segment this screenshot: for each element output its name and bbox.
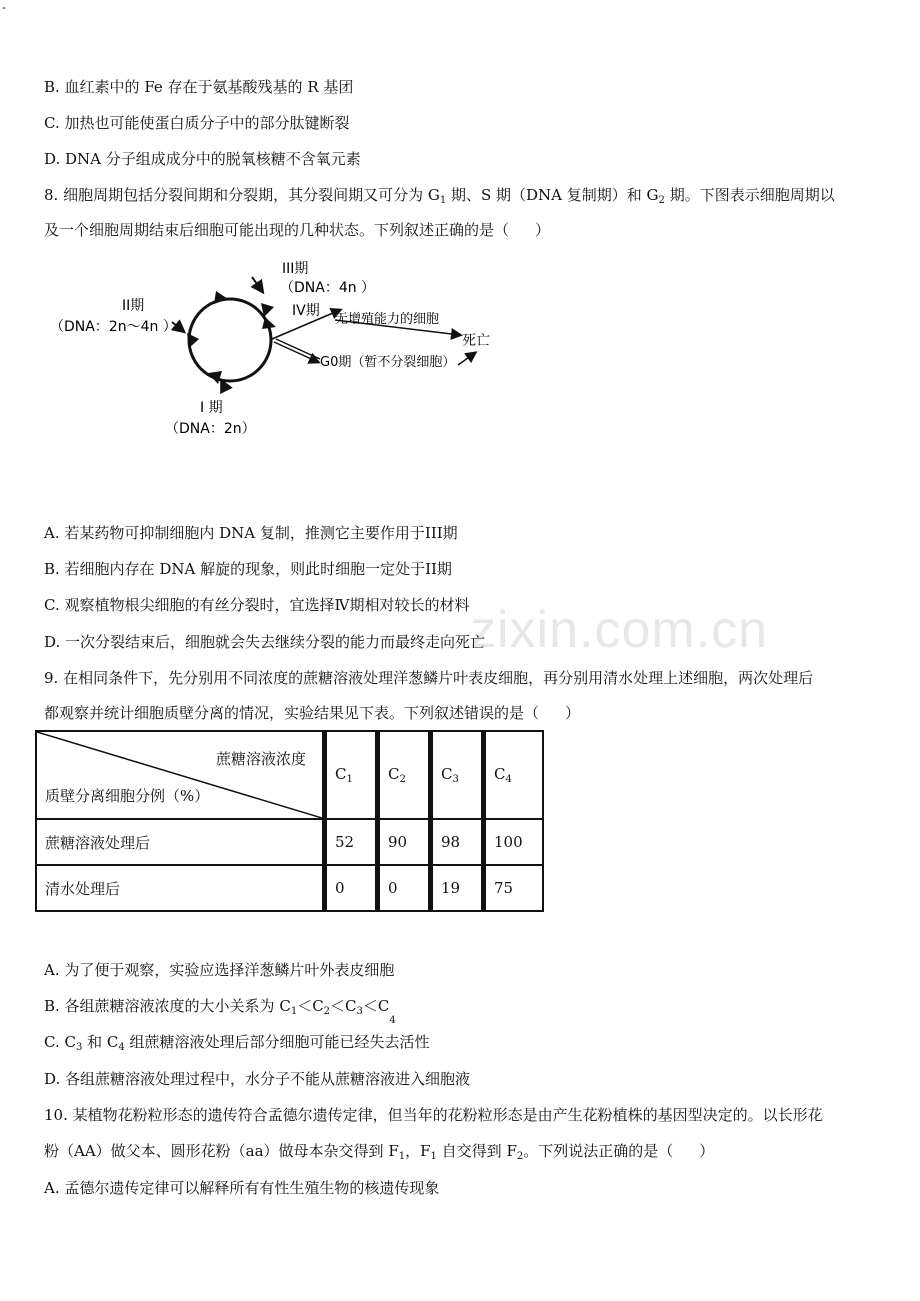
q10-stem-line2: 粉（AA）做父本、圆形花粉（aa）做母本杂交得到 $F_1$，$F_1$ 自交得到 $F_2$。下列说法正确的是（ ） <box>44 1142 715 1162</box>
cycle-arrow-left <box>187 333 199 348</box>
q9-option-b: B. 各组蔗糖溶液浓度的大小关系为 $C_1<C_2<C_3<C_4$ <box>44 997 396 1026</box>
table-cell: 75 <box>484 865 544 911</box>
q8-option-a: A. 若某药物可抑制细胞内 DNA 复制，推测它主要作用于III期 <box>44 524 458 542</box>
subscript: 1 <box>439 195 447 206</box>
q10-option-a: A. 孟德尔遗传定律可以解释所有有性生殖生物的核遗传现象 <box>44 1179 440 1197</box>
q8-stem-text: 期。下图表示细胞周期以 <box>664 186 835 204</box>
table-header-row <box>36 731 543 819</box>
q8-option-b: B. 若细胞内存在 DNA 解旋的现象，则此时细胞一定处于II期 <box>44 560 452 578</box>
q9-stem-text: 都观察并统计细胞质壁分离的情况，实验结果见下表。下列叙述错误的是（ <box>44 704 540 722</box>
table-row <box>36 865 543 911</box>
column-header: $C_3$ <box>431 731 484 819</box>
phase4-label: IV期 <box>292 303 320 319</box>
q8-stem-line2 <box>44 220 550 240</box>
plasmolysis-table <box>35 730 544 912</box>
row-label: 蔗糖溶液处理后 <box>36 819 325 865</box>
cycle-circle <box>189 299 271 381</box>
table-cell: 100 <box>484 819 544 865</box>
q9-option-a: A. 为了便于观察，实验应选择洋葱鳞片叶外表皮细胞 <box>44 961 395 979</box>
table-cell: 19 <box>431 865 484 911</box>
table-cell: 0 <box>378 865 431 911</box>
q7-option-b: B. 血红素中的 Fe 存在于氨基酸残基的 R 基团 <box>44 78 354 96</box>
column-header: $C_4$ <box>484 731 544 819</box>
phase1-dna-label: （DNA：2n） <box>165 421 256 437</box>
header-ratio: 质壁分离细胞分例（%） <box>45 787 210 805</box>
q8-option-d: D. 一次分裂结束后，细胞就会失去继续分裂的能力而最终走向死亡 <box>44 633 486 651</box>
arrow-to-g0 <box>274 342 318 362</box>
q8-option-c: C. 观察植物根尖细胞的有丝分裂时，宜选择Ⅳ期相对较长的材料 <box>44 596 470 614</box>
subscript: 2 <box>658 195 665 206</box>
column-header: $C_1$ <box>325 731 378 819</box>
phase3-dna-label: （DNA：4n ） <box>280 280 376 296</box>
q8-stem-line1 <box>44 185 835 211</box>
q8-stem-text: 8. 细胞周期包括分裂间期和分裂期，其分裂间期又可分为 G <box>44 186 440 204</box>
q9-option-d: D. 各组蔗糖溶液处理过程中，水分子不能从蔗糖溶液进入细胞液 <box>44 1070 471 1088</box>
q10-stem-line1: 10. 某植物花粉粒形态的遗传符合孟德尔遗传定律，但当年的花粉粒形态是由产生花粉植株的基因型决定的。以长形花 <box>44 1106 823 1124</box>
phase3-label: III期 <box>282 261 309 277</box>
no-prolif-label: 无增殖能力的细胞 <box>335 312 440 327</box>
phase1-label: I 期 <box>200 400 223 416</box>
q9-option-c: C. $C_3$ 和 $C_4$ 组蔗糖溶液处理后部分细胞可能已经失去活性 <box>44 1033 430 1053</box>
watermark: zixin.com.cn <box>470 601 769 659</box>
g0-label: G0期（暂不分裂细胞） <box>320 355 456 370</box>
row-label: 清水处理后 <box>36 865 325 911</box>
cycle-arrow-top <box>214 291 228 304</box>
phase2-dna-label: （DNA：2n～4n ） <box>50 319 177 335</box>
table-header-diagonal-cell <box>36 731 325 819</box>
q8-stem-text: 期、S 期（DNA 复制期）和 G <box>446 186 659 204</box>
table-cell: 0 <box>325 865 378 911</box>
q7-option-d: D. DNA 分子组成成分中的脱氧核糖不含氧元素 <box>44 150 361 168</box>
arrow-g0-to-death <box>458 353 475 365</box>
answer-paren-close: ） <box>565 704 581 722</box>
q9-stem-line2 <box>44 703 580 723</box>
table-row <box>36 819 543 865</box>
corner-mark: - <box>2 0 6 14</box>
table-cell: 90 <box>378 819 431 865</box>
answer-paren-close: ） <box>535 221 551 239</box>
q9-stem-line1: 9. 在相同条件下，先分别用不同浓度的蔗糖溶液处理洋葱鳞片叶表皮细胞，再分别用清水处理上述细胞，两次处理后 <box>44 669 814 687</box>
header-concentration: 蔗糖溶液浓度 <box>215 750 306 768</box>
q8-stem-text: 及一个细胞周期结束后细胞可能出现的几种状态。下列叙述正确的是（ <box>44 221 510 239</box>
phase2-label: II期 <box>122 298 145 314</box>
column-header: $C_2$ <box>378 731 431 819</box>
q7-option-c: C. 加热也可能使蛋白质分子中的部分肽键断裂 <box>44 114 350 132</box>
table-cell: 52 <box>325 819 378 865</box>
cell-cycle-diagram <box>50 255 530 445</box>
death-label: 死亡 <box>462 333 490 349</box>
table-cell: 98 <box>431 819 484 865</box>
